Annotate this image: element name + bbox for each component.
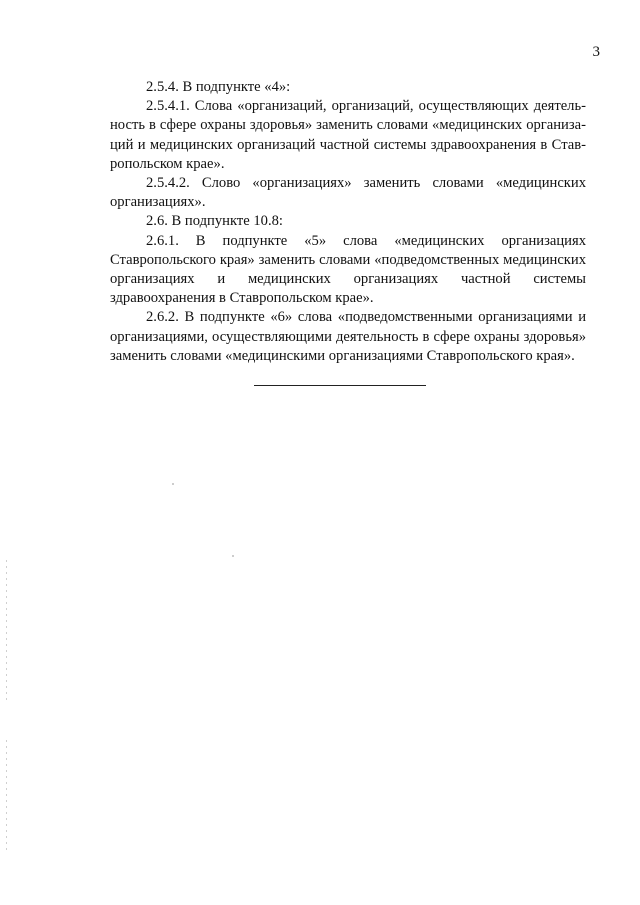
- end-separator-line: [254, 385, 426, 386]
- paragraph-2-6-1: 2.6.1. В подпункте «5» слова «медицинских организациях Ставропольского края» заменить словами «подведомственных медицинских организациях и медицинских организациях частной системы здравоохранения в Ставропольском крае».: [110, 232, 586, 307]
- paragraph-2-5-4: 2.5.4. В подпункте «4»:: [146, 79, 291, 95]
- paragraph-2-6: 2.6. В подпункте 10.8:: [146, 213, 283, 230]
- paragraph-2-5-4-1: 2.5.4.1. Слова «организаций, организаций, осуществляющих деятельность в сфере охраны здоровья» заменить словами «медицинских организаций и медицинских организаций частной системы здравоохранения в Ставропольском крае».: [110, 98, 586, 172]
- paragraph-2-5-4-2: 2.5.4.2. Слово «организациях» заменить словами «медицинских организациях».: [110, 175, 586, 211]
- scan-artifact: [172, 483, 174, 485]
- paragraph-2-6-2: 2.6.2. В подпункте «6» слова «подведомственными организациями и организациями, осуществляющими деятельность в сфере охраны здоровья» заменить словами «медицинскими организациями Ставропольского края».: [110, 309, 586, 364]
- scan-artifact: [6, 560, 7, 700]
- scan-artifact: [232, 555, 234, 557]
- document-body: [110, 78, 586, 366]
- scan-artifact: [6, 740, 7, 850]
- page-number: 3: [592, 44, 600, 60]
